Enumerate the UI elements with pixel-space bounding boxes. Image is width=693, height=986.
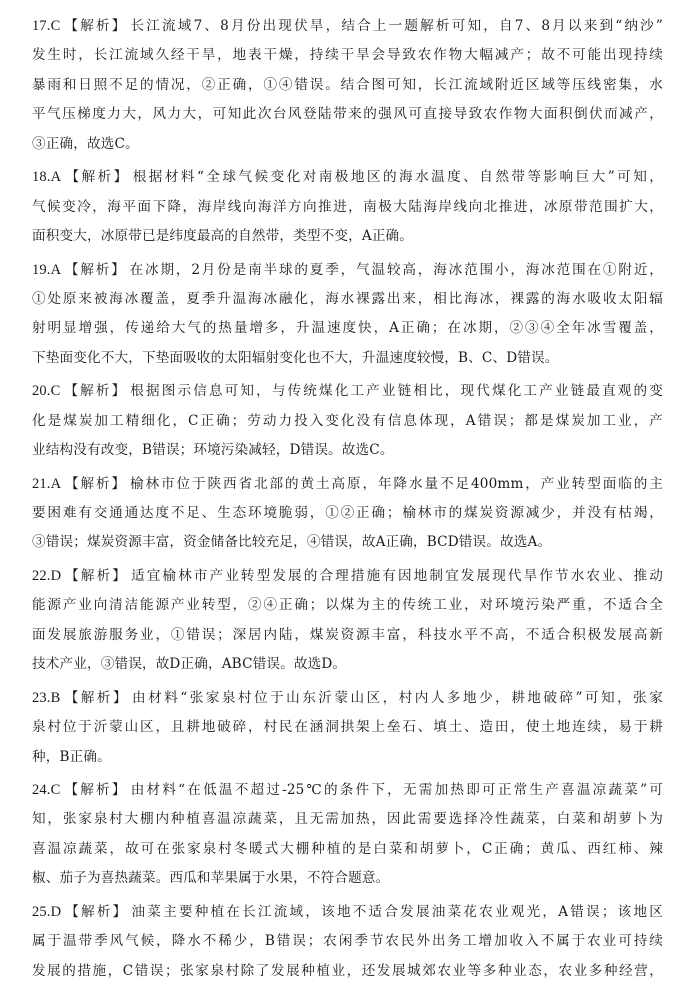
answer-line [32,41,663,70]
answer-text: 泉村位于沂蒙山区，且耕地破碎，村民在涵洞拱架上垒石、填土、造田，使土地连续，易于耕 [32,719,663,736]
question-number: 23.B [32,689,61,706]
answer-text: 椒、茄子为喜热蔬菜。西瓜和苹果属于水果，不符合题意。 [32,870,390,887]
answer-text: 暴雨和日照不足的情况，②正确，①④错误。结合图可知，长江流域附近区域等压线密集，水 [32,76,663,93]
answer-line [32,163,663,192]
answer-line [32,957,663,986]
question-number: 19.A [32,261,62,278]
answer-text: 发生时，长江流域久经干旱，地表干燥，持续干旱会导致农作物大幅减产；故不可能出现持续 [32,47,663,64]
answer-line [32,407,663,436]
answer-text: 由材料“张家泉村位于山东沂蒙山区，村内人多地少，耕地破碎”可知，张家 [132,689,663,706]
answer-line [32,835,663,864]
answer-text: 在冰期，2月份是南半球的夏季，气温较高，海冰范围小，海冰范围在①附近， [129,261,663,278]
answer-line [32,256,663,285]
answer-line [32,650,663,679]
answer-item [32,776,663,894]
analysis-tag: 【解析】 [63,169,130,186]
answer-text: 要困难有交通通达度不足、生态环境脆弱，①②正确；榆林市的煤炭资源减少，并没有枯竭， [32,505,663,521]
answer-item [32,377,663,465]
question-number: 25.D [32,903,62,920]
analysis-tag: 【解析】 [63,903,129,920]
question-number: 17.C [32,18,61,34]
answer-line [32,591,663,620]
answer-line [32,562,663,591]
answer-line [32,528,663,557]
answer-list [32,12,663,986]
answer-item [32,12,663,159]
answer-text: 油菜主要种植在长江流域，该地不适合发展油菜花农业观光，A错误；该地区 [131,903,663,920]
question-number: 18.A [32,169,62,186]
analysis-tag: 【解析】 [63,567,128,584]
answer-item [32,562,663,680]
answer-text: 平气压梯度力大，风力大，可知此次台风登陆带来的强风可直接导致农作物大面积倒伏而减产， [32,106,663,123]
answer-line [32,12,663,41]
question-number: 22.D [32,567,62,584]
answer-text: 下垫面变化不大，下垫面吸收的太阳辐射变化也不大，升温速度较慢，B、C、D错误。 [32,349,559,366]
question-number: 20.C [32,383,61,400]
analysis-tag: 【解析】 [62,18,128,34]
answer-line [32,898,663,927]
question-number: 21.A [32,475,62,492]
answer-text: 喜温凉蔬菜，故可在张家泉村冬暖式大棚种植的是白菜和胡萝卜，C正确；黄瓜、西红柿、辣 [32,840,663,857]
answer-text: 适宜榆林市产业转型发展的合理措施有因地制宜发展现代旱作节水农业、推动 [130,567,663,584]
answer-text: 化是煤炭加工精细化，C正确；劳动力投入变化没有信息体现，A错误；都是煤炭加工业，产 [32,412,663,429]
answer-line [32,71,663,100]
answer-text: 由材料“在低温不超过-25℃的条件下，无需加热即可正常生产喜温凉蔬菜”可 [130,782,663,799]
answer-text: 面积变大，冰原带已是纬度最高的自然带，类型不变，A正确。 [32,227,414,244]
answer-line [32,621,663,650]
analysis-tag: 【解析】 [62,383,128,400]
answer-line [32,100,663,129]
answer-line [32,314,663,343]
answer-line [32,743,663,772]
analysis-tag: 【解析】 [62,782,128,799]
answer-item [32,898,663,986]
answer-text: 射明显增强，传递给大气的热量增多，升温速度快，A正确；在冰期，②③④全年冰雪覆盖， [32,320,663,337]
answer-text: 技术产业，③错误，故D正确，ABC错误。故选D。 [32,656,347,673]
answer-line [32,344,663,373]
answer-line [32,713,663,742]
answer-text: ③正确，故选C。 [32,135,139,152]
answer-line [32,130,663,159]
answer-text: 业结构没有改变，B错误；环境污染减轻，D错误。故选C。 [32,442,394,459]
answer-text: 发展的措施，C错误；张家泉村除了发展种植业，还发展城郊农业等多种业态，农业多种经营， [32,962,663,979]
answer-text: 气候变冷，海平面下降，海岸线向海洋方向推进，南极大陆海岸线向北推进，冰原带范围扩大， [32,198,663,215]
answer-text: 根据图示信息可知，与传统煤化工产业链相比，现代煤化工产业链最直观的变 [130,383,663,400]
answer-line [32,193,663,222]
answer-line [32,222,663,251]
answer-item [32,256,663,374]
answer-text: 长江流域7、8月份出现伏旱，结合上一题解析可知，自7、8月以来到“纳沙” [130,18,663,34]
answer-item [32,470,663,558]
answer-line [32,470,663,499]
answer-text: 根据材料“全球气候变化对南极地区的海水温度、自然带等影响巨大”可知， [132,169,663,186]
answer-text: ①处原来被海冰覆盖，夏季升温海冰融化，海水裸露出来，相比海冰，裸露的海水吸收太阳辐 [32,290,663,307]
question-number: 24.C [32,782,61,799]
answer-line [32,927,663,956]
answer-text: 面发展旅游服务业，①错误；深居内陆，煤炭资源丰富，科技水平不高，不适合积极发展高新 [32,626,663,643]
answer-line [32,684,663,713]
answer-item [32,684,663,772]
answer-text: 知，张家泉村大棚内种植喜温凉蔬菜，且无需加热，因此需要选择冷性蔬菜，白菜和胡萝卜为 [32,811,663,828]
answer-text: 属于温带季风气候，降水不稀少，B错误；农闲季节农民外出务工增加收入不属于农业可持续 [32,933,663,950]
answer-line [32,776,663,805]
answer-item [32,163,663,251]
answer-line [32,377,663,406]
answer-text: 能源产业向清洁能源产业转型，②④正确；以煤为主的传统工业，对环境污染严重，不适合全 [32,597,663,614]
analysis-tag: 【解析】 [63,475,127,492]
answer-text: 种，B正确。 [32,748,111,765]
answer-line [32,499,663,528]
analysis-tag: 【解析】 [62,689,130,706]
answer-text: 榆林市位于陕西省北部的黄土高原，年降水量不足400mm，产业转型面临的主 [129,475,663,492]
analysis-tag: 【解析】 [63,261,127,278]
answer-line [32,436,663,465]
answer-line [32,285,663,314]
answer-line [32,864,663,893]
answer-text: ③错误；煤炭资源丰富，资金储备比较充足，④错误，故A正确，BCD错误。故选A。 [32,534,552,551]
answer-line [32,805,663,834]
